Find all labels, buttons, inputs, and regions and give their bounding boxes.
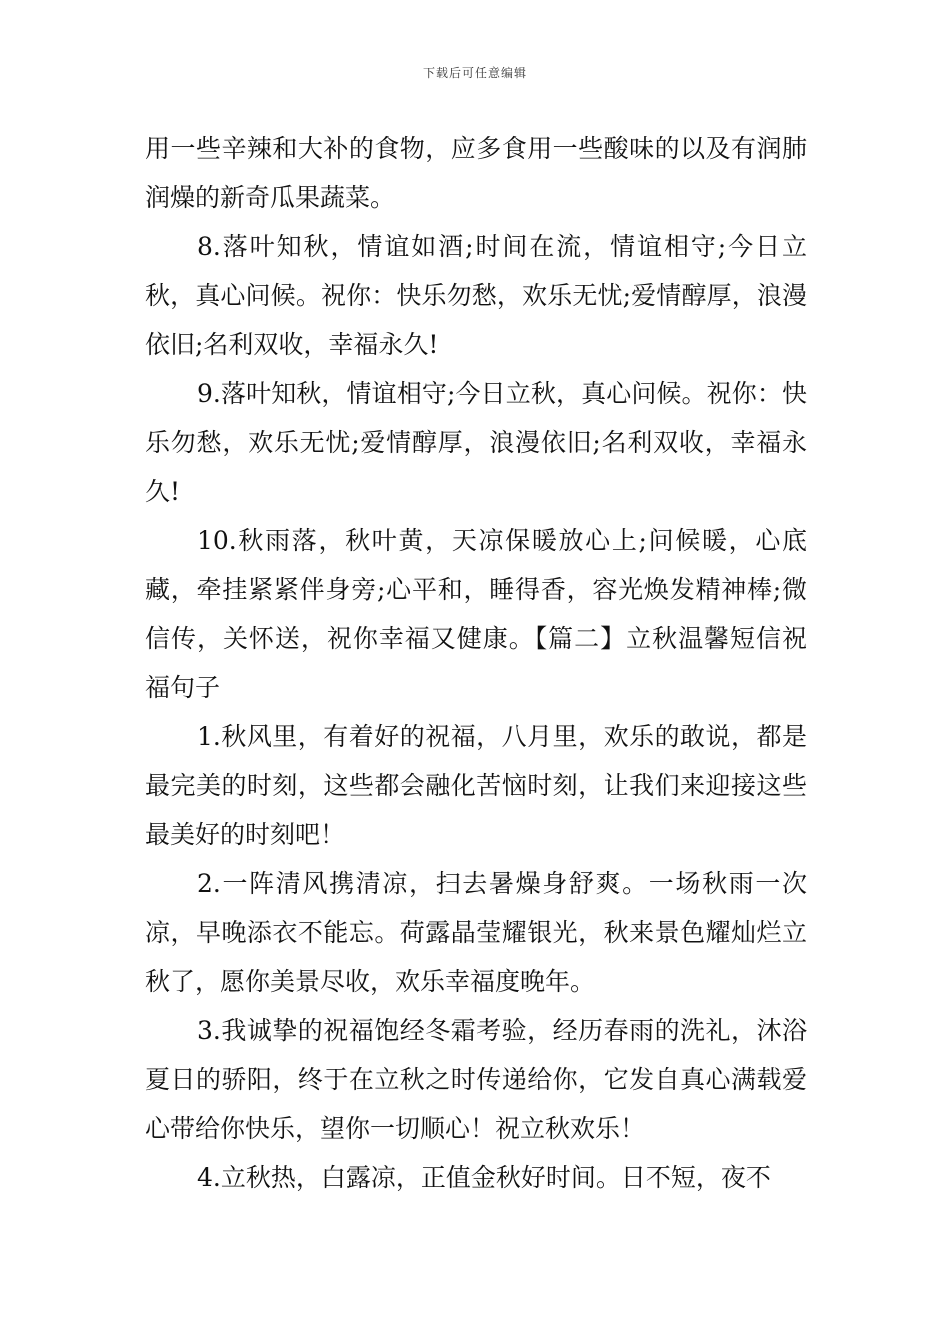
page-header: 下载后可任意编辑 <box>422 66 527 80</box>
paragraph: 用一些辛辣和大补的食物，应多食用一些酸味的以及有润肺润燥的新奇瓜果蔬菜。 <box>145 134 807 212</box>
paragraph: 4.立秋热，白露凉，正值金秋好时间。日不短，夜不 <box>197 1163 771 1192</box>
paragraph: 8.落叶知秋，情谊如酒;时间在流，情谊相守;今日立秋，真心问候。祝你：快乐勿愁，欢乐无忧;爱情醇厚，浪漫依旧;名利双收，幸福永久! <box>145 232 807 359</box>
document-body <box>145 124 807 1202</box>
paragraph: 3.我诚挚的祝福饱经冬霜考验，经历春雨的洗礼，沐浴夏日的骄阳，终于在立秋之时传递给你，它发自真心满载爱心带给你快乐，望你一切顺心！祝立秋欢乐！ <box>145 1016 807 1143</box>
paragraph: 2.一阵清风携清凉，扫去暑燥身舒爽。一场秋雨一次凉，早晚添衣不能忘。荷露晶莹耀银光，秋来景色耀灿烂立秋了，愿你美景尽收，欢乐幸福度晚年。 <box>145 869 807 996</box>
paragraph: 10.秋雨落，秋叶黄，天凉保暖放心上;问候暖，心底藏，牵挂紧紧伴身旁;心平和，睡得香，容光焕发精神棒;微信传，关怀送，祝你幸福又健康。【篇二】立秋温馨短信祝福句子 <box>145 526 807 702</box>
paragraph: 9.落叶知秋，情谊相守;今日立秋，真心问候。祝你：快乐勿愁，欢乐无忧;爱情醇厚，浪漫依旧;名利双收，幸福永久! <box>145 379 807 506</box>
paragraph: 1.秋风里，有着好的祝福，八月里，欢乐的敢说，都是最完美的时刻，这些都会融化苦恼时刻，让我们来迎接这些最美好的时刻吧！ <box>145 722 807 849</box>
